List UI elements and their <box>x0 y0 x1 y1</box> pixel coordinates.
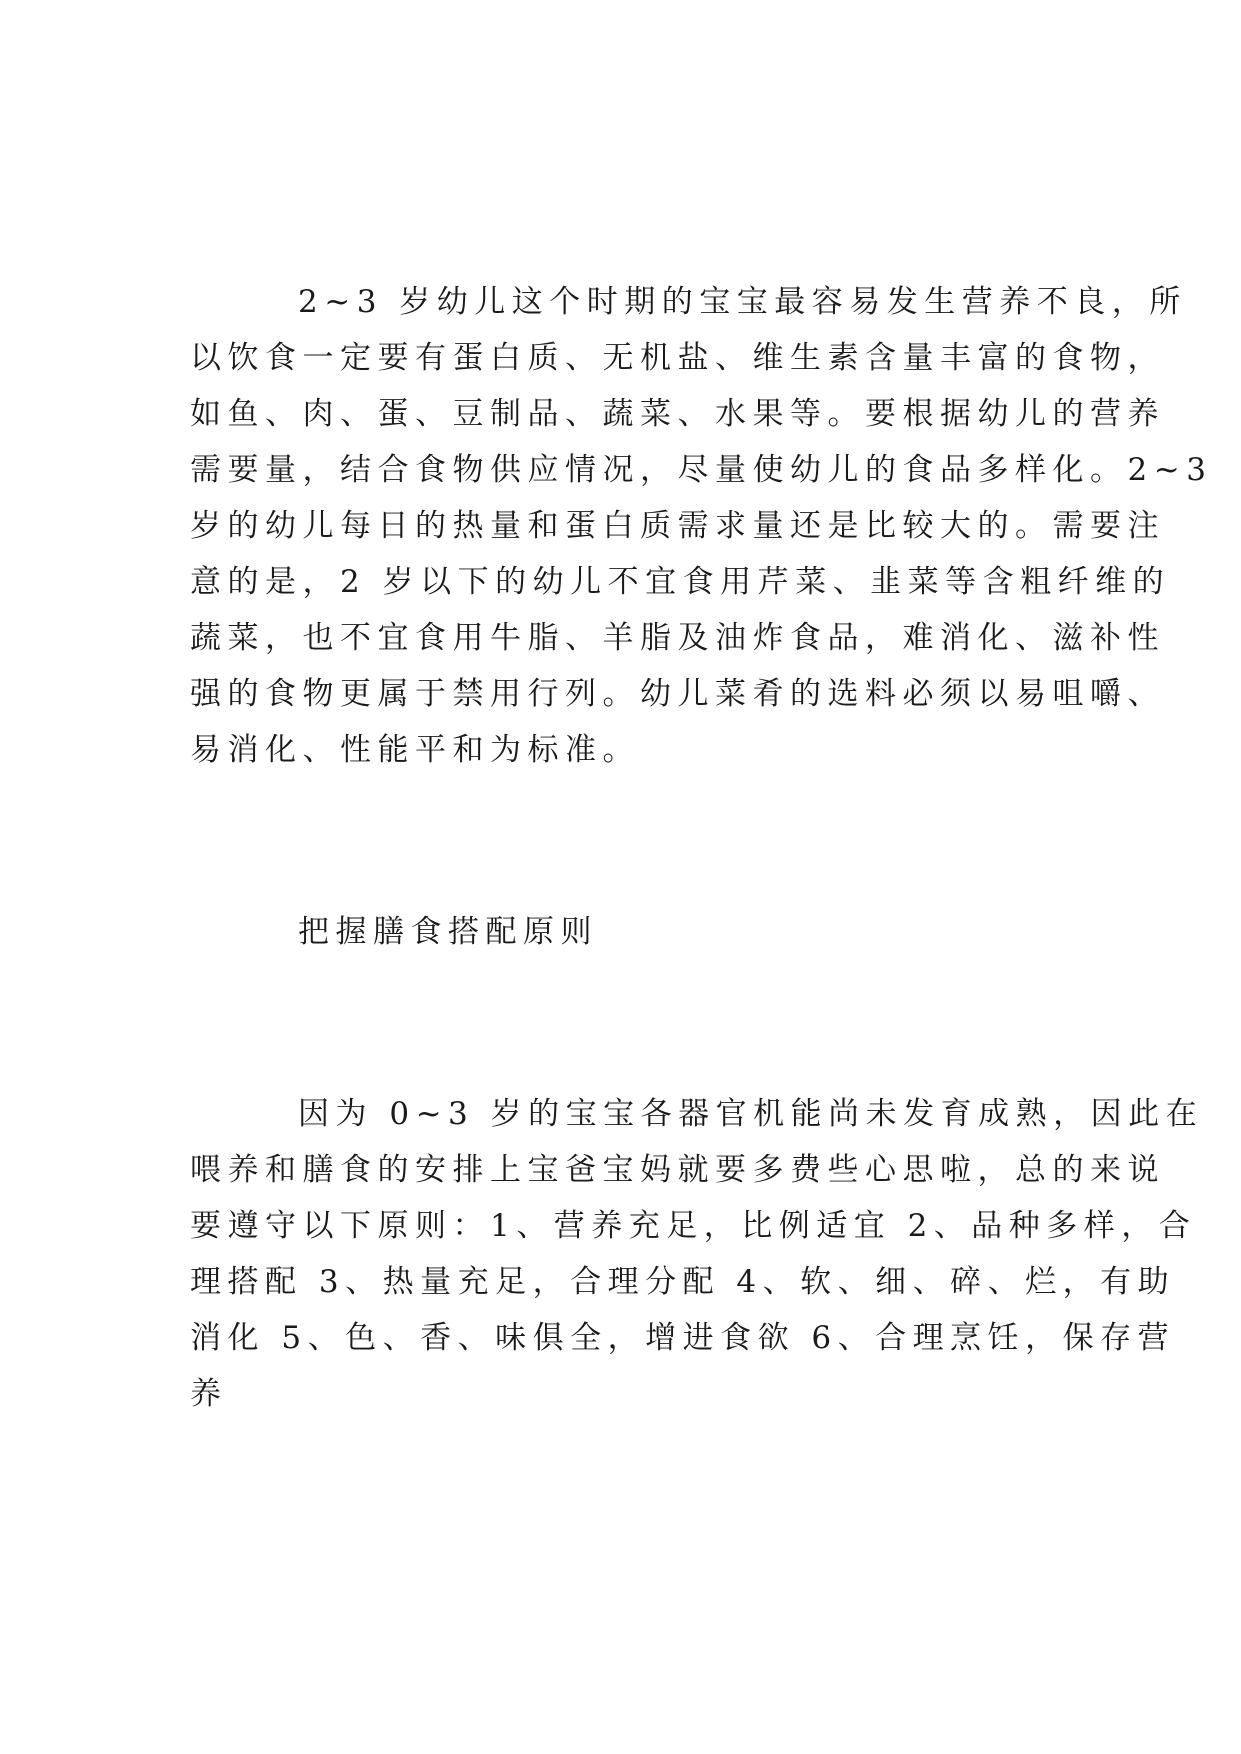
paragraph-2-line: 因为 0~3 岁的宝宝各器官机能尚未发育成熟，因此在 <box>298 1096 1204 1132</box>
paragraph-1-line: 岁的幼儿每日的热量和蛋白质需求量还是比较大的。需要注 <box>190 508 1165 544</box>
paragraph-1-line: 意的是，2 岁以下的幼儿不宜食用芹菜、韭菜等含粗纤维的 <box>190 564 1171 600</box>
paragraph-1-line: 如鱼、肉、蛋、豆制品、蔬菜、水果等。要根据幼儿的营养 <box>190 396 1165 432</box>
paragraph-2-line: 理搭配 3、热量充足，合理分配 4、软、细、碎、烂，有助 <box>190 1264 1176 1300</box>
paragraph-2-line: 消化 5、色、香、味俱全，增进食欲 6、合理烹饪，保存营 <box>190 1320 1176 1356</box>
section-heading: 把握膳食搭配原则 <box>298 914 598 950</box>
paragraph-1-line: 2~3 岁幼儿这个时期的宝宝最容易发生营养不良，所 <box>298 284 1187 320</box>
paragraph-2-line: 要遵守以下原则：1、营养充足，比例适宜 2、品种多样，合 <box>190 1208 1197 1244</box>
paragraph-2-line: 喂养和膳食的安排上宝爸宝妈就要多费些心思啦，总的来说 <box>190 1152 1165 1188</box>
paragraph-1-line: 易消化、性能平和为标准。 <box>190 732 640 768</box>
paragraph-2-line: 养 <box>190 1376 228 1412</box>
paragraph-1-line: 蔬菜，也不宜食用牛脂、羊脂及油炸食品，难消化、滋补性 <box>190 620 1165 656</box>
paragraph-1-line: 需要量，结合食物供应情况，尽量使幼儿的食品多样化。2~3 <box>190 452 1213 488</box>
paragraph-1-line: 以饮食一定要有蛋白质、无机盐、维生素含量丰富的食物， <box>190 340 1165 376</box>
paragraph-1-line: 强的食物更属于禁用行列。幼儿菜肴的选料必须以易咀嚼、 <box>190 676 1165 712</box>
